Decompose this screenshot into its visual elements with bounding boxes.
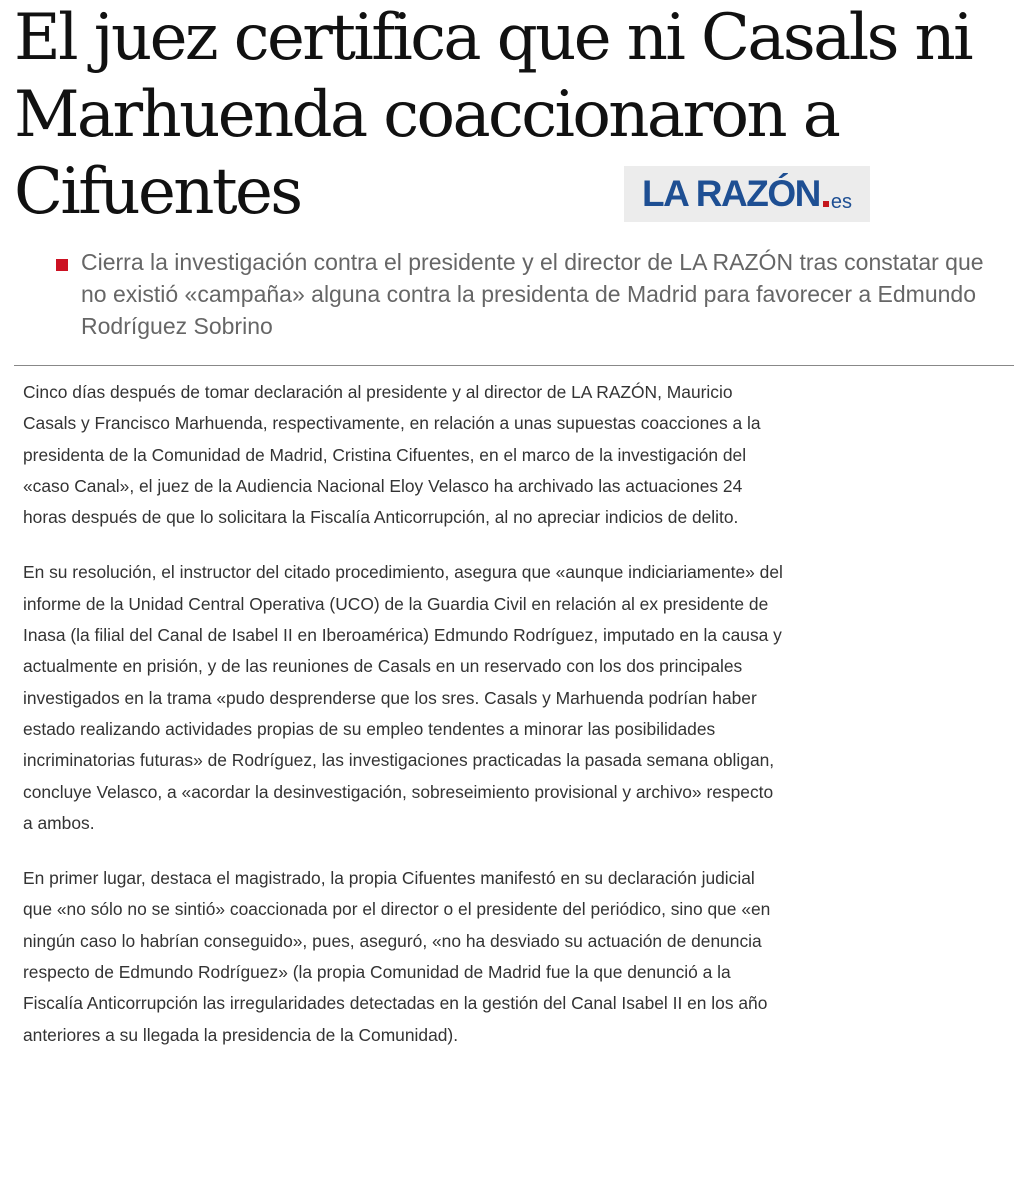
- article-body: [23, 377, 783, 1075]
- article-headline: El juez certifica que ni Casals ni Marhuenda coaccionaron a Cifuentes: [14, 1, 972, 229]
- logo-dot-icon: [823, 201, 829, 207]
- article-paragraph-1: Cinco días después de tomar declaración al presidente y al director de LA RAZÓN, Mauricio Casals y Francisco Marhuenda, respectivamente, en relación a unas supuestas coacciones a la presidenta de la Comunidad de Madrid, Cristina Cifuentes, en el marco de la investigación del «caso Canal», el juez de la Audiencia Nacional Eloy Velasco ha archivado las actuaciones 24 horas después de que lo solicitara la Fiscalía Anticorrupción, al no apreciar indicios de delito.: [23, 382, 761, 528]
- article-paragraph-3: En primer lugar, destaca el magistrado, la propia Cifuentes manifestó en su declaración judicial que «no sólo no se sintió» coaccionada por el director o el presidente del periódico, sino que «en ningún caso lo habrían conseguido», pues, aseguró, «no ha desviado su actuación de denuncia respecto de Edmundo Rodríguez» (la propia Comunidad de Madrid fue la que denunció a la Fiscalía Anticorrupción las irregularidades detectadas en la gestión del Canal Isabel II en los año anteriores a su llegada la presidencia de la Comunidad).: [23, 868, 771, 1045]
- header-divider: [14, 365, 1014, 366]
- logo-tld: es: [830, 190, 852, 213]
- article-subheadline: [56, 246, 996, 342]
- logo-wordmark: LA RAZÓN: [642, 173, 820, 214]
- red-square-bullet-icon: [56, 259, 68, 271]
- article-paragraph-2: En su resolución, el instructor del citado procedimiento, asegura que «aunque indiciariamente» del informe de la Unidad Central Operativa (UCO) de la Guardia Civil en relación al ex presidente de Inasa (la filial del Canal de Isabel II en Iberoamérica) Edmundo Rodríguez, imputado en la causa y actualmente en prisión, y de las reuniones de Casals en un reservado con los dos principales investigados en la trama «pudo desprenderse que los sres. Casals y Marhuenda podrían haber estado realizando actividades propias de su empleo tendentes a minorar las posibilidades incriminatorias futuras» de Rodríguez, las investigaciones practicadas la pasada semana obligan, concluye Velasco, a «acordar la desinvestigación, sobreseimiento provisional y archivo» respecto a ambos.: [23, 562, 783, 833]
- subheadline-text: Cierra la investigación contra el presidente y el director de LA RAZÓN tras constatar que no existió «campaña» alguna contra la presidenta de Madrid para favorecer a Edmundo Rodríguez Sobrino: [81, 249, 984, 339]
- la-razon-logo: [624, 166, 870, 222]
